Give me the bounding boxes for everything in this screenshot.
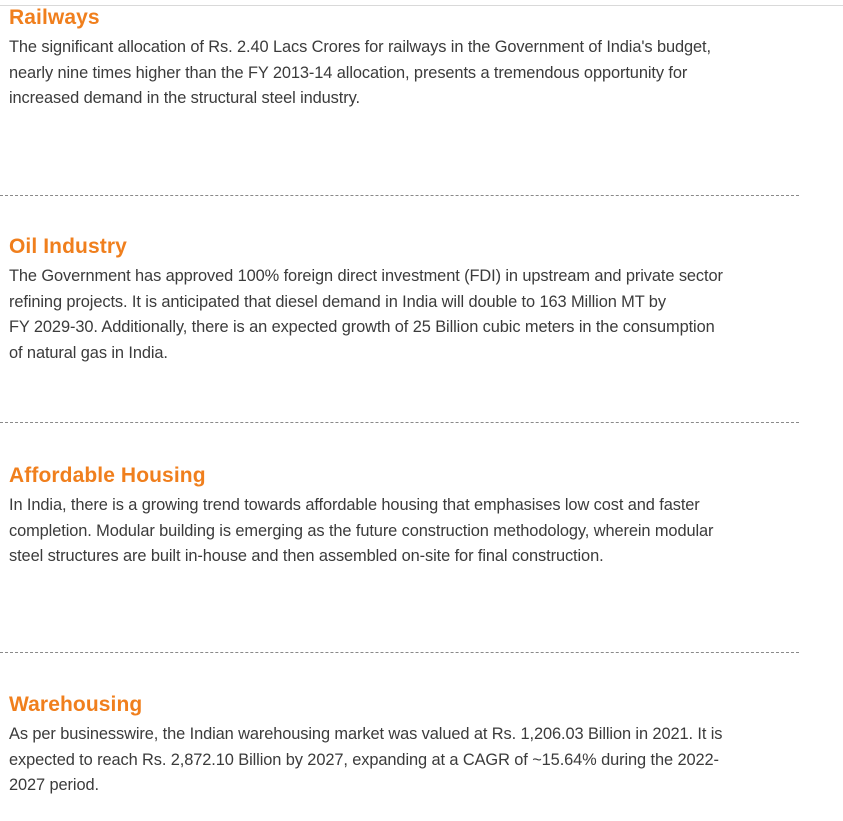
section-railways — [9, 6, 799, 112]
body-line: FY 2029-30. Additionally, there is an expected growth of 25 Billion cubic meters in the consumption — [9, 318, 715, 337]
body-line: of natural gas in India. — [9, 344, 168, 363]
dashed-divider — [0, 422, 799, 423]
section-body — [9, 35, 799, 112]
section-body — [9, 264, 799, 367]
section-title: Oil Industry — [9, 235, 127, 258]
dashed-divider — [0, 652, 799, 653]
section-body — [9, 722, 799, 799]
section-affordable-housing — [9, 464, 799, 570]
dashed-divider — [0, 195, 799, 196]
section-title: Warehousing — [9, 693, 143, 716]
body-line: The Government has approved 100% foreign direct investment (FDI) in upstream and private sector — [9, 267, 723, 285]
section-warehousing — [9, 693, 799, 799]
body-line: steel structures are built in-house and then assembled on-site for final construction. — [9, 547, 604, 566]
body-line: As per businesswire, the Indian warehousing market was valued at Rs. 1,206.03 Billion in 2021. It is — [9, 725, 723, 743]
section-body — [9, 493, 799, 570]
section-oil-industry — [9, 235, 799, 367]
body-line: increased demand in the structural steel industry. — [9, 89, 360, 108]
body-line: In India, there is a growing trend towards affordable housing that emphasises low cost and faster — [9, 496, 700, 514]
body-line: nearly nine times higher than the FY 2013-14 allocation, presents a tremendous opportunity for — [9, 63, 688, 82]
body-line: 2027 period. — [9, 776, 99, 795]
body-line: refining projects. It is anticipated that diesel demand in India will double to 163 Million MT by — [9, 292, 666, 311]
body-line: The significant allocation of Rs. 2.40 Lacs Crores for railways in the Government of India's budget, — [9, 38, 711, 56]
section-title: Railways — [9, 6, 100, 29]
body-line: expected to reach Rs. 2,872.10 Billion by 2027, expanding at a CAGR of ~15.64% during the 2022- — [9, 750, 719, 769]
body-line: completion. Modular building is emerging as the future construction methodology, wherein modular — [9, 521, 714, 540]
section-title: Affordable Housing — [9, 464, 206, 487]
